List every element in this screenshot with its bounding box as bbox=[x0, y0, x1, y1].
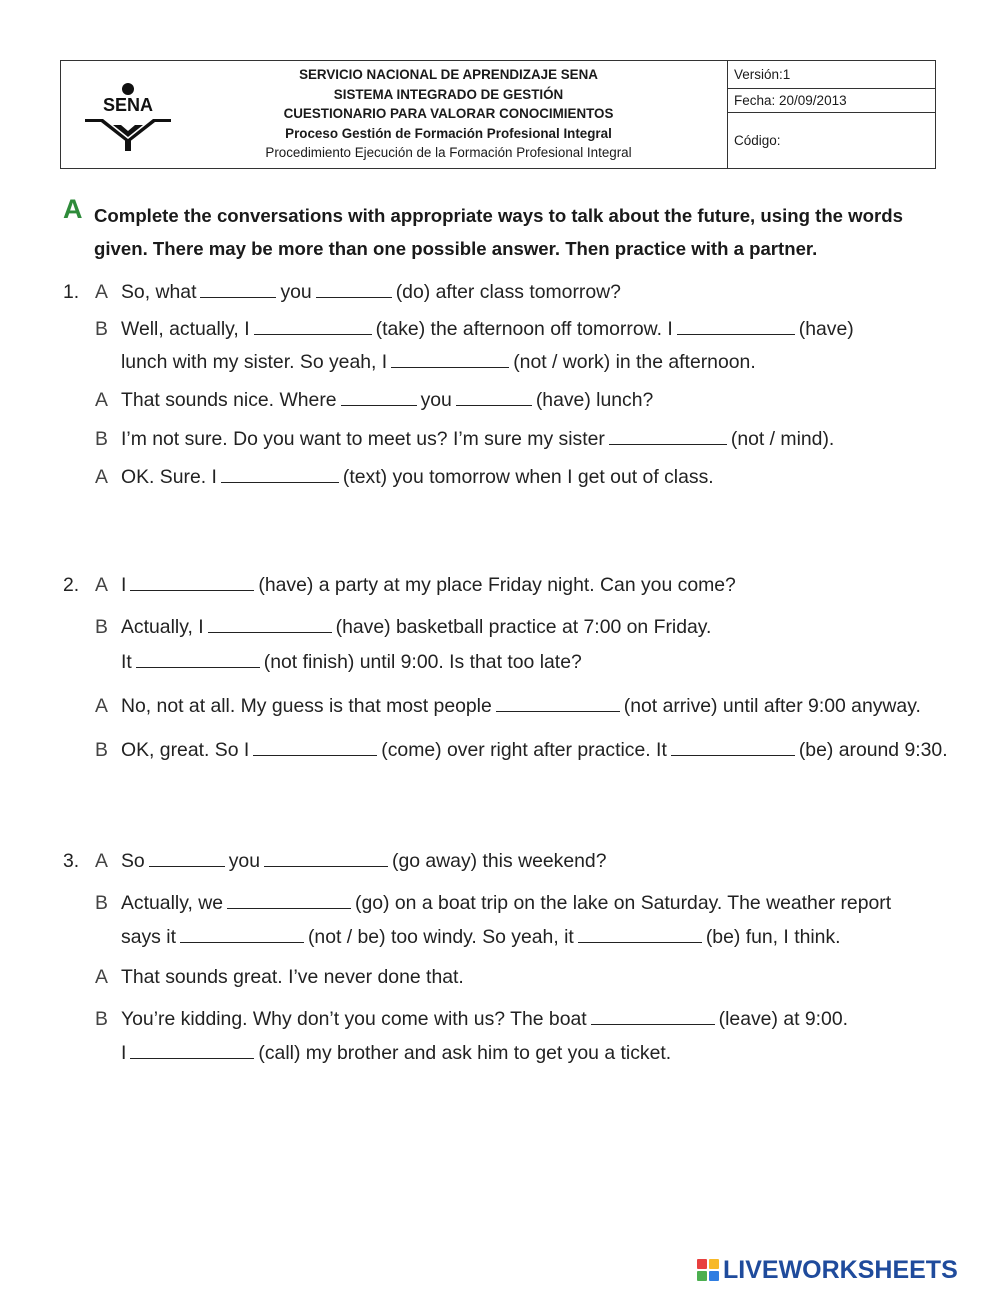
answer-blank[interactable] bbox=[254, 318, 372, 335]
answer-blank[interactable] bbox=[149, 850, 225, 867]
header-title-lines bbox=[176, 65, 721, 163]
answer-blank[interactable] bbox=[578, 926, 702, 943]
text: you bbox=[228, 850, 260, 872]
speaker-label: A bbox=[95, 389, 108, 411]
text: (take) the afternoon off tomorrow. I bbox=[375, 318, 673, 340]
exercise-number: 2. bbox=[63, 574, 80, 596]
speaker-label: B bbox=[95, 739, 108, 761]
answer-blank[interactable] bbox=[264, 850, 388, 867]
speaker-label: A bbox=[95, 281, 108, 303]
text: you bbox=[280, 281, 312, 303]
text: You’re kidding. Why don’t you come with us? The boat bbox=[121, 1008, 587, 1030]
text: (not finish) until 9:00. Is that too late? bbox=[263, 651, 582, 673]
header-line-3: CUESTIONARIO PARA VALORAR CONOCIMIENTOS bbox=[283, 106, 614, 122]
text: (leave) at 9:00. bbox=[718, 1008, 848, 1030]
text: (have) lunch? bbox=[535, 389, 654, 411]
text: No, not at all. My guess is that most people bbox=[121, 695, 492, 717]
brand-text: LIVEWORKSHEETS bbox=[723, 1255, 958, 1284]
speaker-label: A bbox=[95, 966, 108, 988]
header-line-2: SISTEMA INTEGRADO DE GESTIÓN bbox=[333, 86, 564, 102]
instruction-text: Complete the conversations with appropriate ways to talk about the future, using the words given. There may be more than one possible answer. Then practice with a partner. bbox=[94, 205, 903, 259]
text: It bbox=[121, 651, 132, 673]
text: OK, great. So I bbox=[121, 739, 250, 761]
code-field: Código: bbox=[734, 133, 781, 148]
speaker-label: A bbox=[95, 466, 108, 488]
text: Actually, I bbox=[121, 616, 204, 638]
answer-blank[interactable] bbox=[341, 389, 417, 406]
answer-blank[interactable] bbox=[456, 389, 532, 406]
answer-blank[interactable] bbox=[200, 281, 276, 298]
text: (not / work) in the afternoon. bbox=[513, 351, 756, 373]
text: (be) fun, I think. bbox=[705, 926, 841, 948]
sena-logo-icon bbox=[83, 81, 173, 151]
speaker-label: B bbox=[95, 892, 108, 914]
speaker-label: A bbox=[95, 850, 108, 872]
answer-blank[interactable] bbox=[671, 739, 795, 756]
header-line-4: Proceso Gestión de Formación Profesional Integral bbox=[285, 125, 612, 141]
text: That sounds great. I’ve never done that. bbox=[121, 966, 464, 988]
text: (call) my brother and ask him to get you a ticket. bbox=[258, 1042, 672, 1064]
answer-blank[interactable] bbox=[609, 428, 727, 445]
text: OK. Sure. I bbox=[121, 466, 217, 488]
text: (go away) this weekend? bbox=[391, 850, 607, 872]
answer-blank[interactable] bbox=[316, 281, 392, 298]
svg-text:SENA: SENA bbox=[102, 95, 154, 115]
text: (not arrive) until after 9:00 anyway. bbox=[623, 695, 921, 717]
text: you bbox=[420, 389, 452, 411]
answer-blank[interactable] bbox=[180, 926, 304, 943]
header-meta-cell bbox=[728, 61, 935, 168]
answer-blank[interactable] bbox=[130, 574, 254, 591]
speaker-label: B bbox=[95, 616, 108, 638]
text: (have) bbox=[798, 318, 854, 340]
exercise-number: 1. bbox=[63, 281, 80, 303]
date-field: Fecha: 20/09/2013 bbox=[728, 89, 935, 113]
answer-blank[interactable] bbox=[208, 616, 332, 633]
text: That sounds nice. Where bbox=[121, 389, 337, 411]
speaker-label: A bbox=[95, 574, 108, 596]
answer-blank[interactable] bbox=[591, 1008, 715, 1025]
speaker-label: B bbox=[95, 318, 108, 340]
text: Actually, we bbox=[121, 892, 224, 914]
header-title-cell bbox=[61, 61, 728, 168]
version-field: Versión:1 bbox=[728, 61, 935, 89]
text: (not / be) too windy. So yeah, it bbox=[307, 926, 574, 948]
text: (come) over right after practice. It bbox=[381, 739, 667, 761]
header-line-5: Procedimiento Ejecución de la Formación Profesional Integral bbox=[265, 145, 632, 161]
brand-blocks-icon bbox=[697, 1259, 719, 1281]
text: So bbox=[121, 850, 145, 872]
header-line-1: SERVICIO NACIONAL DE APRENDIZAJE SENA bbox=[299, 67, 598, 82]
text: (have) basketball practice at 7:00 on Friday. bbox=[335, 616, 712, 638]
speaker-label: B bbox=[95, 1008, 108, 1030]
text: (be) around 9:30. bbox=[798, 739, 948, 761]
speaker-label: A bbox=[95, 695, 108, 717]
instruction-letter: A bbox=[63, 194, 83, 224]
answer-blank[interactable] bbox=[677, 318, 795, 335]
answer-blank[interactable] bbox=[391, 351, 509, 368]
answer-blank[interactable] bbox=[253, 739, 377, 756]
text: (go) on a boat trip on the lake on Saturday. The weather report bbox=[355, 892, 892, 914]
answer-blank[interactable] bbox=[496, 695, 620, 712]
text: So, what bbox=[121, 281, 197, 303]
exercise-number: 3. bbox=[63, 850, 80, 872]
answer-blank[interactable] bbox=[221, 466, 339, 483]
document-header bbox=[60, 60, 936, 169]
text: (not / mind). bbox=[730, 428, 835, 450]
text: I bbox=[121, 1042, 127, 1064]
text: (do) after class tomorrow? bbox=[395, 281, 621, 303]
answer-blank[interactable] bbox=[136, 651, 260, 668]
answer-blank[interactable] bbox=[130, 1042, 254, 1059]
text: I bbox=[121, 574, 127, 596]
text: Well, actually, I bbox=[121, 318, 250, 340]
speaker-label: B bbox=[95, 428, 108, 450]
text: lunch with my sister. So yeah, I bbox=[121, 351, 388, 373]
text: (text) you tomorrow when I get out of class. bbox=[342, 466, 714, 488]
text: says it bbox=[121, 926, 176, 948]
text: I’m not sure. Do you want to meet us? I’m sure my sister bbox=[121, 428, 605, 450]
text: (have) a party at my place Friday night. Can you come? bbox=[258, 574, 736, 596]
liveworksheets-brand bbox=[697, 1255, 958, 1285]
answer-blank[interactable] bbox=[227, 892, 351, 909]
